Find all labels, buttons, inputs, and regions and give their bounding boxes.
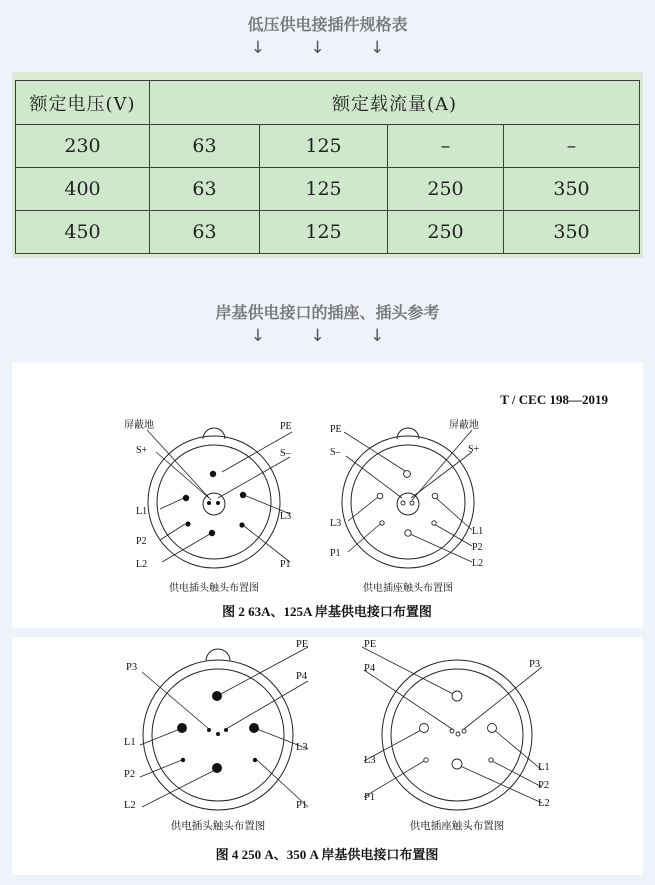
pin-label: P3 xyxy=(529,659,541,670)
pin-label: L3 xyxy=(330,518,342,529)
table-cell: 63 xyxy=(150,125,260,168)
figure-2-caption: 图 2 63A、125A 岸基供电接口布置图 xyxy=(222,604,432,619)
figure-2-panel xyxy=(12,362,643,628)
table-cell: 230 xyxy=(16,125,150,168)
spec-table-container xyxy=(12,72,643,258)
pin-label: S– xyxy=(330,447,341,458)
pin-label: L2 xyxy=(538,798,550,809)
down-arrows xyxy=(0,326,655,346)
figure-2-diagram xyxy=(12,362,643,628)
socket-label: 供电插座触头布置图 xyxy=(409,821,505,832)
table-row xyxy=(16,168,640,211)
pin-label: P4 xyxy=(296,671,308,682)
pin-label: L1 xyxy=(472,526,484,537)
down-arrow-icon: ↓ xyxy=(250,326,285,346)
pin-label: 屏蔽地 xyxy=(449,420,479,431)
socket-inner-ring xyxy=(351,445,465,559)
down-arrow-icon: ↓ xyxy=(310,326,345,346)
pin-label: P2 xyxy=(124,769,136,780)
table-cell: 250 xyxy=(388,211,504,254)
standard-number: T / CEC 198—2019 xyxy=(500,392,608,407)
plug-key-notch xyxy=(203,428,225,439)
plug-pin-labels xyxy=(124,639,308,811)
table-cell: 63 xyxy=(150,211,260,254)
pin-label: L2 xyxy=(124,800,136,811)
pin-label: L3 xyxy=(364,755,376,766)
table-row xyxy=(16,125,640,168)
pin-label: L3 xyxy=(280,511,292,522)
header-rated-voltage: 额定电压(V) xyxy=(16,81,150,125)
table-row xyxy=(16,211,640,254)
pin-label: P1 xyxy=(330,548,341,559)
plug-inner-ring xyxy=(157,445,271,559)
pin-label: P1 xyxy=(280,559,291,570)
table-cell: 450 xyxy=(16,211,150,254)
plug-diagram-63a xyxy=(147,428,292,568)
pin-label: S+ xyxy=(136,445,148,456)
down-arrow-icon: ↓ xyxy=(310,38,345,58)
pin-label: P2 xyxy=(538,780,550,791)
pin-label: P2 xyxy=(472,542,483,553)
down-arrow-icon: ↓ xyxy=(250,38,285,58)
down-arrow-icon: ↓ xyxy=(370,326,405,346)
plug-key-notch xyxy=(206,649,230,661)
pin-label: L2 xyxy=(136,559,148,570)
plug-label: 供电插头触头布置图 xyxy=(170,821,266,832)
pin-label: L2 xyxy=(472,558,484,569)
spec-table xyxy=(15,80,640,254)
down-arrows xyxy=(0,38,655,58)
pin-label: PE xyxy=(296,639,309,650)
socket-outer-ring xyxy=(342,436,474,568)
pin-label: L1 xyxy=(538,762,550,773)
pin-label: PE xyxy=(364,639,377,650)
table-cell: 125 xyxy=(260,168,388,211)
table-cell: 125 xyxy=(260,211,388,254)
section-title-spec-table: 低压供电接插件规格表 xyxy=(247,15,408,34)
pin-label: P1 xyxy=(364,792,376,803)
plug-label: 供电插头触头布置图 xyxy=(169,583,259,594)
figure-4-panel xyxy=(12,637,643,875)
pin-label: L1 xyxy=(136,506,148,517)
figure-4-caption: 图 4 250 A、350 A 岸基供电接口布置图 xyxy=(215,847,439,862)
table-cell: 350 xyxy=(504,168,640,211)
socket-diagram-63a xyxy=(342,428,474,568)
table-cell: – xyxy=(388,125,504,168)
table-header-row xyxy=(16,81,640,125)
pin-label: P1 xyxy=(296,800,308,811)
plug-diagram-250a xyxy=(140,647,308,810)
socket-diagram-250a xyxy=(362,647,542,810)
table-cell: 400 xyxy=(16,168,150,211)
pin-label: S– xyxy=(280,448,291,459)
table-cell: 350 xyxy=(504,211,640,254)
table-cell: – xyxy=(504,125,640,168)
pin-label: 屏蔽地 xyxy=(124,420,154,431)
figure-4-diagram xyxy=(12,637,643,875)
pin-label: P3 xyxy=(126,662,138,673)
pin-label: PE xyxy=(280,421,292,432)
pin-label: P4 xyxy=(364,663,376,674)
pin-label: P2 xyxy=(136,536,147,547)
header-rated-current: 额定载流量(A) xyxy=(150,81,640,125)
pin-label: L3 xyxy=(296,742,308,753)
pin-label: S+ xyxy=(468,444,480,455)
down-arrow-icon: ↓ xyxy=(370,38,405,58)
plug-pin-labels xyxy=(124,418,292,570)
socket-label: 供电插座触头布置图 xyxy=(363,583,453,594)
table-cell: 63 xyxy=(150,168,260,211)
socket-key-notch xyxy=(397,428,419,439)
pin-label: PE xyxy=(330,424,342,435)
pin-label: L1 xyxy=(124,737,136,748)
section-title-socket-reference: 岸基供电接口的插座、插头参考 xyxy=(215,303,440,322)
table-cell: 250 xyxy=(388,168,504,211)
table-cell: 125 xyxy=(260,125,388,168)
